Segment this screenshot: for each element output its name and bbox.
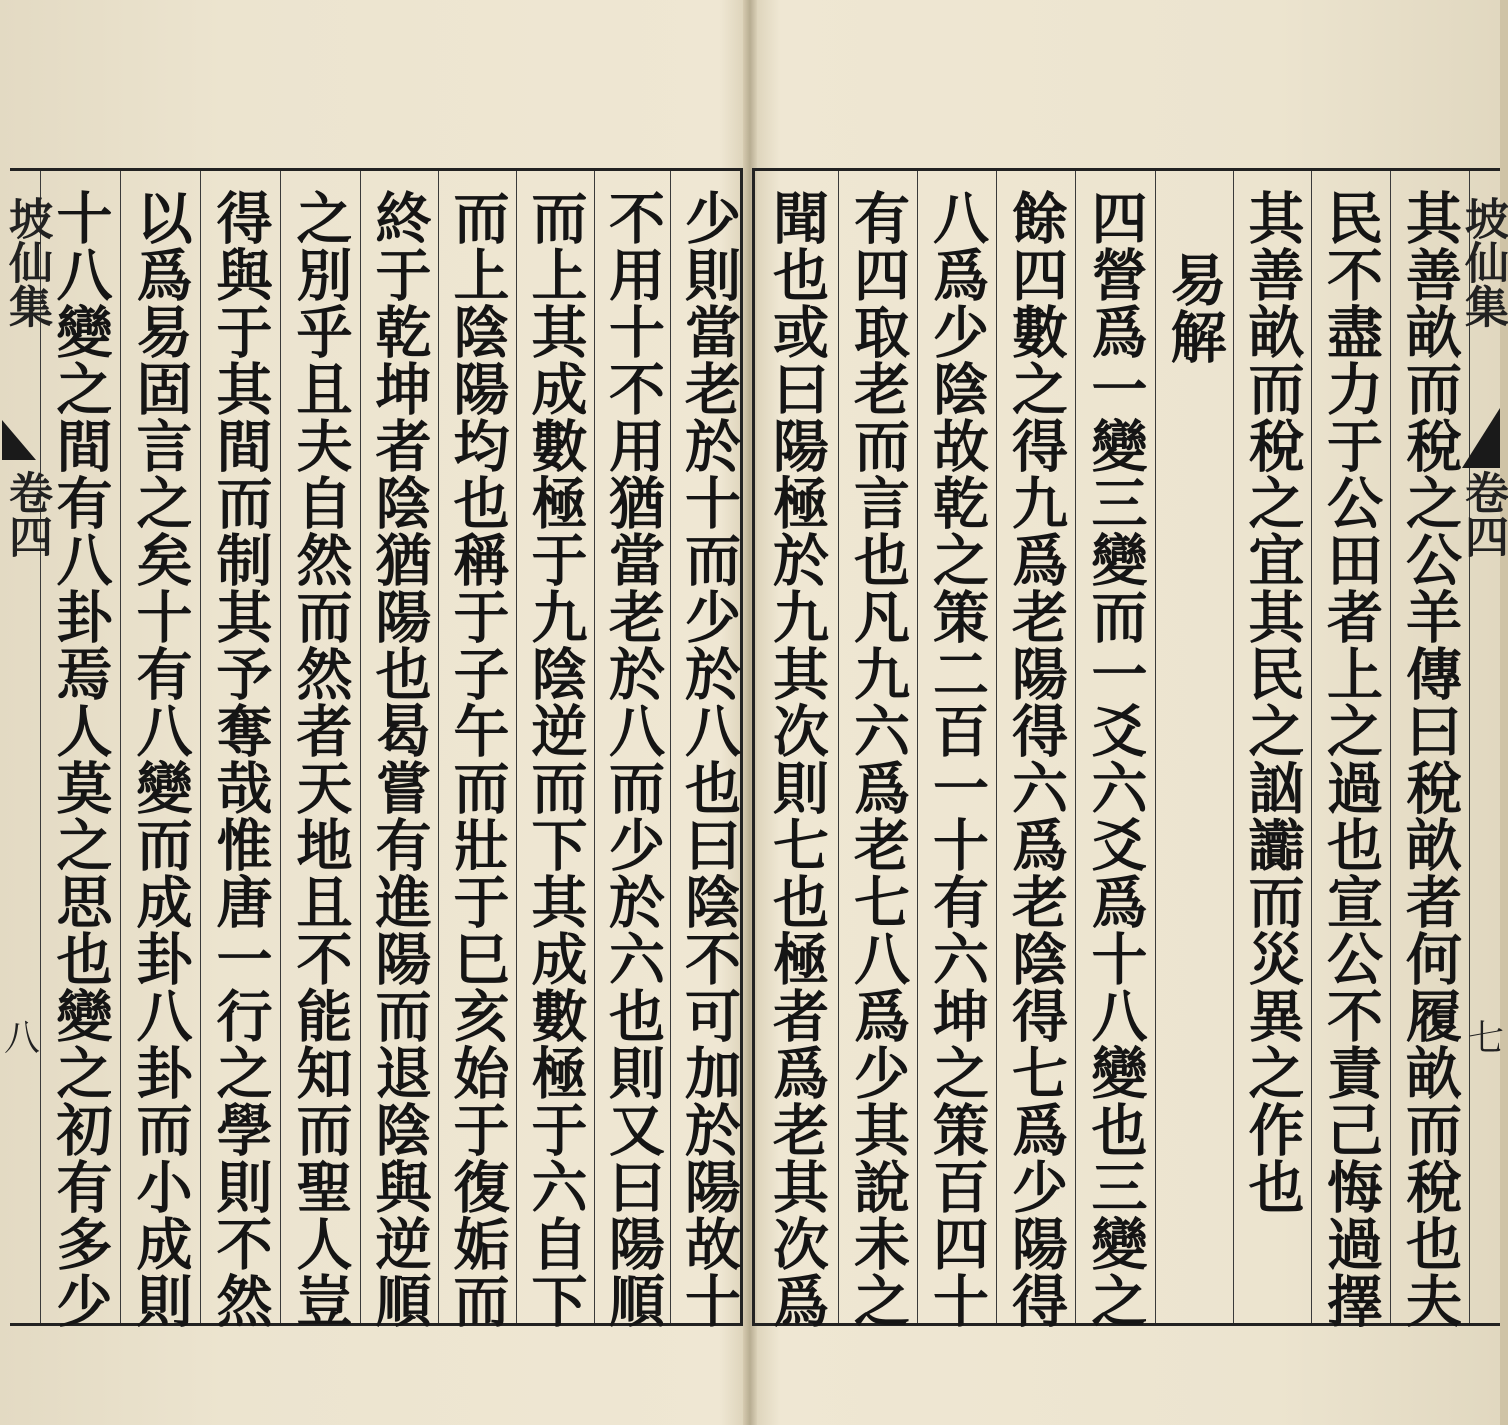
text-column bbox=[756, 171, 838, 1329]
text-column bbox=[40, 171, 120, 1329]
left-page-number: 八 bbox=[4, 1018, 41, 1059]
text-column bbox=[917, 171, 996, 1329]
text-column bbox=[1311, 171, 1390, 1329]
column-text: 得與于其間而制其予奪哉惟唐一行之學則不然 bbox=[207, 189, 274, 1329]
fish-tail-mark-icon bbox=[1462, 408, 1500, 468]
column-text: 其善畝而稅之公羊傳曰稅畝者何履畝而稅也夫 bbox=[1397, 189, 1463, 1329]
text-column bbox=[516, 171, 594, 1329]
text-column bbox=[280, 171, 360, 1329]
text-column bbox=[838, 171, 917, 1329]
column-text: 其善畝而稅之宜其民之訩讟而災異之作也 bbox=[1239, 189, 1306, 1215]
fore-edge-column bbox=[1469, 171, 1503, 1323]
column-text: 以爲易固言之矣十有八變而成卦八卦而小成則 bbox=[127, 189, 194, 1329]
column-text: 民不盡力于公田者上之過也宣公不責己悔過擇 bbox=[1318, 189, 1384, 1329]
text-column bbox=[996, 171, 1075, 1329]
column-text: 不用十不用猶當老於八而少於六也則又曰陽順 bbox=[600, 189, 666, 1329]
column-text: 終于乾坤者陰猶陽也曷嘗有進陽而退陰與逆順 bbox=[366, 189, 433, 1329]
column-text: 少則當老於十而少於八也曰陰不可加於陽故十 bbox=[676, 189, 742, 1329]
text-column bbox=[438, 171, 516, 1329]
column-text: 四營爲一變三變而一爻六爻爲十八變也三變之 bbox=[1082, 189, 1149, 1329]
column-text: 聞也或曰陽極於九其次則七也極者爲老其次爲 bbox=[764, 189, 830, 1329]
fore-edge-column bbox=[10, 171, 40, 1323]
section-heading: 易解 bbox=[1161, 251, 1228, 365]
text-column bbox=[670, 171, 742, 1329]
text-column bbox=[1155, 171, 1233, 1323]
column-text: 而上陰陽均也稱于子午而壯于巳亥始于復姤而 bbox=[444, 189, 511, 1329]
text-column bbox=[120, 171, 200, 1329]
column-text: 有四取老而言也凡九六爲老七八爲少其說未之 bbox=[845, 189, 911, 1329]
right-margin-title: 坡仙集 bbox=[1457, 196, 1508, 328]
text-column bbox=[200, 171, 280, 1329]
text-column bbox=[360, 171, 438, 1329]
right-margin-volume: 卷四 bbox=[1457, 470, 1508, 558]
column-text: 餘四數之得九爲老陽得六爲老陰得七爲少陽得 bbox=[1003, 189, 1069, 1329]
left-page bbox=[10, 168, 743, 1329]
left-margin-volume: 卷四 bbox=[1, 470, 52, 558]
column-text: 八爲少陰故乾之策二百一十有六坤之策百四十 bbox=[924, 189, 990, 1329]
text-column bbox=[1233, 171, 1311, 1323]
column-text: 之別乎且夫自然而然者天地且不能知而聖人豈 bbox=[287, 189, 354, 1329]
text-column bbox=[1075, 171, 1155, 1329]
left-margin-title: 坡仙集 bbox=[1, 196, 52, 328]
right-page bbox=[752, 168, 1500, 1329]
fish-tail-mark-icon bbox=[2, 420, 36, 460]
right-page-number: 七 bbox=[1468, 1018, 1505, 1059]
text-column bbox=[594, 171, 670, 1329]
column-text: 而上其成數極于九陰逆而下其成數極于六自下 bbox=[522, 189, 589, 1329]
text-column bbox=[1390, 171, 1469, 1329]
column-text: 十八變之間有八卦焉人莫之思也變之初有多少 bbox=[47, 189, 114, 1329]
